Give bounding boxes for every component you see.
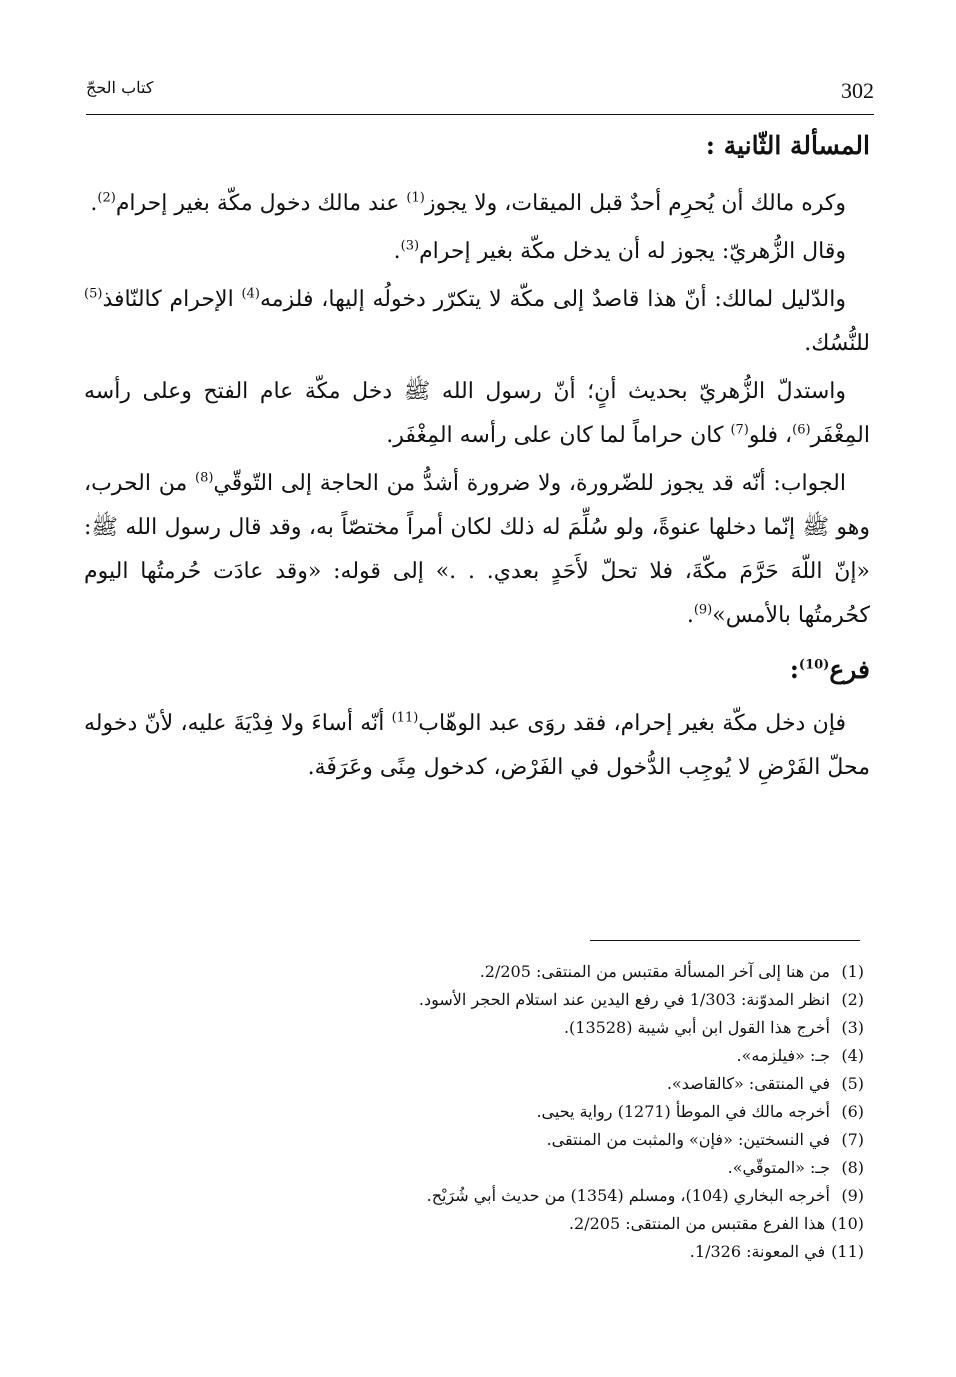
footnote-text: أخرجه البخاري (104)، ومسلم (1354) من حديث أبي شُرَيْح.	[426, 1186, 830, 1205]
footnote-item	[324, 1126, 864, 1154]
footnote-text: أخرجه مالك في الموطأ (1271) رواية يحيى.	[536, 1102, 830, 1121]
footnote-item	[324, 1098, 864, 1126]
footnote-divider	[590, 940, 860, 941]
footnote-item	[324, 1182, 864, 1210]
footnote-ref: (5)	[84, 286, 103, 302]
footnote-item	[324, 958, 864, 986]
footnote-ref: (3)	[400, 238, 420, 254]
paragraph: وكره مالك أن يُحرِم أحدٌ قبل الميقات، ولا يجوز$^{(1)}$ عند مالك دخول مكّة بغير إحرام$^{(2)}$.	[90, 190, 846, 216]
main-text	[84, 126, 870, 794]
footnote-item	[324, 986, 864, 1014]
footnotes-list	[324, 958, 864, 1266]
footnote-ref: (7)	[730, 422, 749, 438]
footnote-number: (5)	[841, 1074, 864, 1093]
footnote-number: (11)	[831, 1242, 864, 1261]
footnote-item	[324, 1154, 864, 1182]
footnote-text: جـ: «المتوقّي».	[727, 1158, 830, 1177]
page-number: 302	[841, 78, 874, 103]
header-divider	[86, 114, 874, 115]
footnote-ref: (6)	[792, 422, 811, 438]
footnote-ref: (4)	[241, 286, 260, 302]
footnote-item	[324, 1070, 864, 1098]
footnote-text: أخرج هذا القول ابن أبي شيبة (13528).	[563, 1018, 830, 1037]
section-heading: المسألة الثّانية :	[705, 131, 870, 160]
footnote-ref: (10)	[798, 657, 830, 673]
running-title: كتاب الحجّ	[86, 78, 154, 97]
paragraph: واستدلّ الزُّهريّ بحديث أنٍ؛ أنّ رسول الله ﷺ دخل مكّة عام الفتح وعلى رأسه المِغْفَر$^{(6)}$، فلو$^{(7)}$ كان حراماً لما كان على رأسه المِغْفَر.	[84, 379, 870, 448]
footnote-number: (1)	[841, 962, 864, 981]
footnote-item	[324, 1042, 864, 1070]
paragraph: وقال الزُّهريّ: يجوز له أن يدخل مكّة بغير إحرام$^{(3)}$.	[393, 238, 846, 264]
footnote-text: هذا الفرع مقتبس من المنتقى: 2/205.	[568, 1214, 826, 1233]
footnote-number: (3)	[841, 1018, 864, 1037]
footnote-text: في المعونة: 1/326.	[689, 1242, 826, 1261]
footnote-number: (4)	[841, 1046, 864, 1065]
footnote-number: (2)	[841, 990, 864, 1009]
footnote-number: (6)	[841, 1102, 864, 1121]
footnote-number: (8)	[841, 1158, 864, 1177]
footnote-text: جـ: «فيلزمه».	[736, 1046, 830, 1065]
footnote-number: (10)	[831, 1214, 864, 1233]
footnote-ref: (8)	[194, 470, 214, 486]
paragraph: الجواب: أنّه قد يجوز للضّرورة، ولا ضرورة أشدُّ من الحاجة إلى التّوقّي$^{(8)}$ من الحرب، وهو ﷺ إنّما دخلها عنوةً، ولو سُلِّمَ له ذلك لكان أمراً مختصّاً به، وقد قال رسول الله ﷺ: «إنّ اللّهَ حَرَّمَ مكّةَ، فلا تحلّ لأَحَدٍ بعدي. . .» إلى قوله: «وقد عادَت حُرمتُها اليوم كحُرمتُها بالأمس»$^{(9)}$.	[84, 470, 870, 628]
footnote-item	[324, 1014, 864, 1042]
footnote-text: من هنا إلى آخر المسألة مقتبس من المنتقى: 2/205.	[479, 962, 830, 981]
footnote-ref: (11)	[391, 710, 419, 726]
paragraph: والدّليل لمالك: أنّ هذا قاصدٌ إلى مكّة لا يتكرّر دخولُه إليها، فلزمه$^{(4)}$ الإحرام كالنّافذ$^{(5)}$ للنُّسُك.	[84, 286, 870, 356]
footnote-ref: (9)	[693, 602, 713, 618]
footnote-text: في المنتقى: «كالقاصد».	[666, 1074, 830, 1093]
footnote-item	[324, 1238, 864, 1266]
footnote-ref: (1)	[406, 190, 425, 206]
footnote-text: انظر المدوّنة: 1/303 في رفع اليدين عند استلام الحجر الأسود.	[418, 990, 830, 1009]
footnote-item	[324, 1210, 864, 1238]
page-header	[86, 74, 874, 112]
paragraph: فإن دخل مكّة بغير إحرام، فقد روَى عبد الوهّاب$^{(11)}$ أنّه أساءَ ولا فِدْيَةَ عليه، لأنّ دخوله محلّ الفَرْضِ لا يُوجِب الدُّخول في الفَرْض، كدخول مِنًى وعَرَفَة.	[84, 710, 870, 780]
footnote-text: في النسختين: «فإن» والمثبت من المنتقى.	[546, 1130, 830, 1149]
footnote-number: (9)	[841, 1186, 864, 1205]
branch-heading: فرع$^{(10)}$:	[789, 655, 870, 684]
footnote-ref: (2)	[97, 190, 116, 206]
footnote-number: (7)	[841, 1130, 864, 1149]
